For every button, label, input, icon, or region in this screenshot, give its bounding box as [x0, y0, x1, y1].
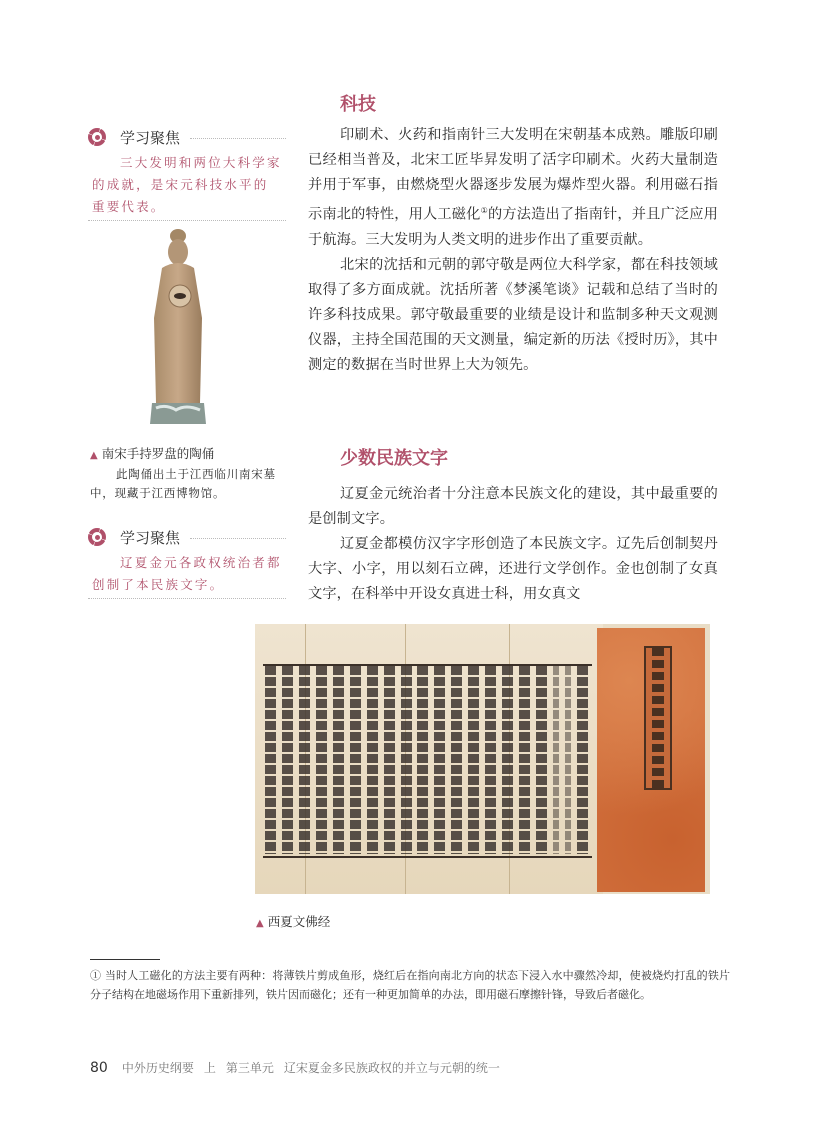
target-icon [88, 528, 106, 546]
paragraph: 北宋的沈括和元朝的郭守敬是两位大科学家，都在科技领域取得了多方面成就。沈括所著《梦溪笔谈》记载和总结了当时的许多科技成果。郭守敬最重要的业绩是设计和监制多种天文观测仪器，主持全国范围的天文测量，编定新的历法《授时历》，其中测定的数据在当时世界上大为领先。 [308, 256, 718, 373]
dotted-divider [190, 138, 286, 139]
unit: 第三单元 [225, 1061, 274, 1075]
figure-caption [90, 444, 290, 503]
focus-header [88, 526, 286, 548]
cover-title-label [644, 646, 672, 790]
paragraph-text: 的方法造出了指南针，并且广泛应用于航海。三大发明为人类文明的进步作出了重要贡献。 [308, 206, 718, 248]
sutra-caption-text: 西夏文佛经 [267, 914, 331, 929]
focus-header [88, 126, 286, 148]
focus-text-content: 三大发明和两位大科学家的成就，是宋元科技水平的重要代表。 [92, 155, 282, 214]
figure-note [90, 465, 290, 503]
focus-text [88, 148, 286, 221]
xixia-sutra-image [255, 624, 710, 894]
page-footer [90, 1059, 510, 1076]
section-heading: 少数民族文字 [340, 448, 448, 469]
footnote: ① 当时人工磁化的方法主要有两种：将薄铁片剪成鱼形，烧红后在指向南北方向的状态下浸入水中骤然冷却，使被烧灼打乱的铁片分子结构在地磁场作用下重新排列，铁片因而磁化；还有一种更加简单的办法，即用磁石摩擦针锋，导致后者磁化。 [90, 969, 730, 1001]
triangle-marker-icon: ▲ [90, 450, 98, 461]
page-number: 80 [90, 1060, 108, 1076]
dotted-divider [190, 538, 286, 539]
unit-title: 辽宋夏金多民族政权的并立与元朝的统一 [283, 1061, 500, 1075]
focus-box [88, 126, 286, 221]
triangle-marker-icon: ▲ [256, 918, 264, 929]
paragraph: 辽夏金都模仿汉字字形创造了本民族文字。辽先后创制契丹大字、小字，用以刻石立碑，还进行文学创作。金也创制了女真文字，在科举中开设女真进士科，用女真文 [308, 536, 718, 602]
figure-note-text: 此陶俑出土于江西临川南宋墓中，现藏于江西博物馆。 [90, 467, 276, 500]
book-title: 中外历史纲要 [121, 1061, 194, 1075]
section-ethnic-scripts [308, 444, 718, 607]
paragraph [308, 123, 718, 253]
bottom-rule [263, 856, 592, 858]
sutra-caption [256, 912, 330, 930]
figure-title: 南宋手持罗盘的陶俑 [101, 446, 215, 461]
volume: 上 [203, 1061, 216, 1075]
paragraph: 辽夏金元统治者十分注意本民族文化的建设，其中最重要的是创制文字。 [308, 486, 718, 527]
paragraph-text: 印刷术、火药和指南针三大发明在宋朝基本成熟。雕版印刷已经相当普及，北宋工匠毕昇发明了活字印刷术。火药大量制造并用于军事，由燃烧型火器逐步发展为爆炸型火器。利用磁石指示南北的特性，用人工磁化 [308, 127, 718, 223]
focus-title: 学习聚焦 [120, 528, 181, 547]
focus-text [88, 548, 286, 599]
target-icon [88, 128, 106, 146]
figurine-image [142, 228, 214, 428]
section-science [308, 90, 718, 378]
section-heading: 科技 [340, 94, 376, 115]
focus-title: 学习聚焦 [120, 128, 181, 147]
footnote-ref[interactable]: ① [480, 206, 488, 215]
focus-box [88, 526, 286, 599]
focus-text-content: 辽夏金元各政权统治者都创制了本民族文字。 [92, 555, 282, 592]
script-columns [265, 666, 588, 854]
footnote-divider [90, 959, 160, 960]
